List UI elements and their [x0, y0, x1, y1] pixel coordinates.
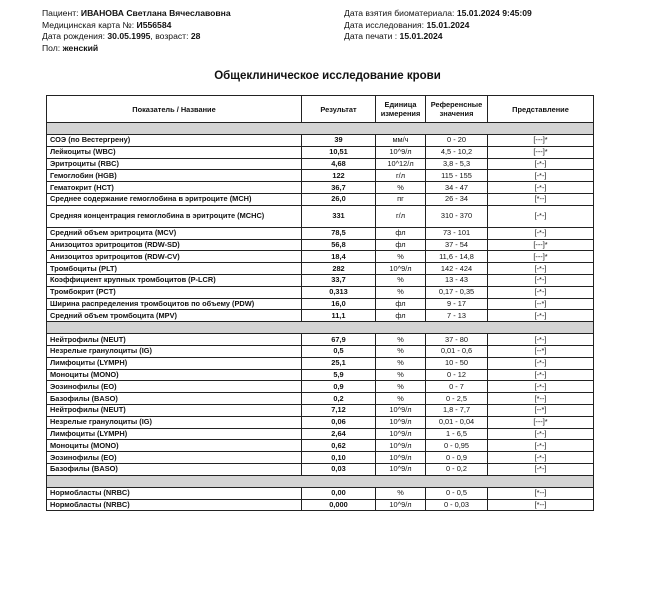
cell-flag: [-*-] [488, 463, 594, 475]
cell-name: Ширина распределения тромбоцитов по объему (PDW) [47, 298, 302, 310]
cell-ref: 7 - 13 [426, 310, 488, 322]
patient-sex: женский [62, 42, 99, 53]
cell-flag: [---]* [488, 239, 594, 251]
cell-unit: % [376, 369, 426, 381]
cell-name: Эозинофилы (EO) [47, 452, 302, 464]
cell-flag: [-*-] [488, 369, 594, 381]
cell-result: 4,68 [302, 158, 376, 170]
cell-result: 0,9 [302, 381, 376, 393]
cell-result: 331 [302, 205, 376, 227]
table-row [47, 440, 594, 452]
cell-name: Тромбоциты (PLT) [47, 263, 302, 275]
report-title: Общеклиническое исследование крови [214, 70, 441, 82]
cell-ref: 0,01 - 0,04 [426, 416, 488, 428]
cell-unit: 10^9/л [376, 416, 426, 428]
cell-name: Нейтрофилы (NEUT) [47, 334, 302, 346]
cell-ref: 0 - 0,2 [426, 463, 488, 475]
cell-result: 2,64 [302, 428, 376, 440]
cell-ref: 13 - 43 [426, 274, 488, 286]
cell-flag: [-*-] [488, 381, 594, 393]
col-result-header: Результат [302, 96, 376, 123]
cell-name: Гематокрит (HCT) [47, 182, 302, 194]
cell-ref: 73 - 101 [426, 227, 488, 239]
cell-result: 7,12 [302, 404, 376, 416]
cell-name: Базофилы (BASO) [47, 393, 302, 405]
cell-unit: % [376, 393, 426, 405]
cell-flag: [-*-] [488, 227, 594, 239]
cell-ref: 310 - 370 [426, 205, 488, 227]
cell-result: 0,2 [302, 393, 376, 405]
cell-name: Базофилы (BASO) [47, 463, 302, 475]
cell-name: Незрелые гранулоциты (IG) [47, 416, 302, 428]
cell-ref: 0 - 0,5 [426, 487, 488, 499]
cell-unit: % [376, 345, 426, 357]
cell-name: Средняя концентрация гемоглобина в эритроците (MCHC) [47, 205, 302, 227]
cell-name: Тромбокрит (PCT) [47, 286, 302, 298]
col-view-header: Представление [488, 96, 594, 123]
table-row [47, 193, 594, 205]
table-row [47, 369, 594, 381]
cell-unit: % [376, 381, 426, 393]
cell-ref: 0 - 0,9 [426, 452, 488, 464]
cell-flag: [-*-] [488, 452, 594, 464]
cell-flag: [--*] [488, 404, 594, 416]
cell-ref: 11,6 - 14,8 [426, 251, 488, 263]
cell-result: 78,5 [302, 227, 376, 239]
cell-ref: 4,5 - 10,2 [426, 146, 488, 158]
cell-name: Гемоглобин (HGB) [47, 170, 302, 182]
cell-flag: [-*-] [488, 158, 594, 170]
cell-unit: фл [376, 310, 426, 322]
cell-result: 36,7 [302, 182, 376, 194]
cell-name: Лейкоциты (WBC) [47, 146, 302, 158]
study-date-line: Дата исследования: 15.01.2024 [344, 19, 470, 30]
cell-ref: 0 - 0,95 [426, 440, 488, 452]
cell-unit: 10^12/л [376, 158, 426, 170]
section-separator [47, 475, 594, 487]
cell-flag: [-*-] [488, 182, 594, 194]
cell-unit: 10^9/л [376, 263, 426, 275]
patient-sex-line: Пол: женский [42, 42, 99, 53]
cell-name: Средний объем тромбоцита (MPV) [47, 310, 302, 322]
cell-ref: 1 - 6,5 [426, 428, 488, 440]
table-row [47, 499, 594, 511]
table-header-row [47, 96, 594, 123]
cell-unit: % [376, 357, 426, 369]
cell-flag: [*--] [488, 499, 594, 511]
table-row [47, 452, 594, 464]
cell-name: Эритроциты (RBC) [47, 158, 302, 170]
cell-unit: % [376, 487, 426, 499]
print-date: 15.01.2024 [399, 31, 443, 41]
cell-ref: 1,8 - 7,7 [426, 404, 488, 416]
table-row [47, 158, 594, 170]
results-body [47, 123, 594, 511]
cell-flag: [-*-] [488, 274, 594, 286]
cell-unit: % [376, 274, 426, 286]
table-row [47, 416, 594, 428]
table-row [47, 263, 594, 275]
cell-flag: [-*-] [488, 170, 594, 182]
cell-flag: [*--] [488, 393, 594, 405]
col-unit-header: Единица измерения [376, 96, 426, 123]
cell-flag: [-*-] [488, 310, 594, 322]
cell-unit: пг [376, 193, 426, 205]
cell-result: 56,8 [302, 239, 376, 251]
section-separator [47, 123, 594, 135]
cell-unit: фл [376, 227, 426, 239]
table-row [47, 170, 594, 182]
cell-unit: % [376, 182, 426, 194]
separator-cell [47, 322, 594, 334]
cell-ref: 0 - 0,03 [426, 499, 488, 511]
separator-cell [47, 123, 594, 135]
cell-result: 0,06 [302, 416, 376, 428]
cell-result: 0,5 [302, 345, 376, 357]
patient-age: 28 [190, 31, 201, 41]
cell-result: 18,4 [302, 251, 376, 263]
cell-flag: [-*-] [488, 357, 594, 369]
cell-result: 0,313 [302, 286, 376, 298]
cell-name: Среднее содержание гемоглобина в эритроците (MCH) [47, 193, 302, 205]
cell-result: 122 [302, 170, 376, 182]
cell-result: 26,0 [302, 193, 376, 205]
cell-ref: 0,17 - 0,35 [426, 286, 488, 298]
patient-name: ИВАНОВА Светлана Вячеславовна [80, 8, 231, 18]
cell-ref: 0 - 2,5 [426, 393, 488, 405]
cell-ref: 37 - 54 [426, 239, 488, 251]
cell-ref: 34 - 47 [426, 182, 488, 194]
cell-unit: фл [376, 298, 426, 310]
cell-flag: [-*-] [488, 205, 594, 227]
cell-name: Анизоцитоз эритроцитов (RDW-SD) [47, 239, 302, 251]
table-row [47, 298, 594, 310]
cell-name: Нормобласты (NRBC) [47, 487, 302, 499]
table-row [47, 135, 594, 147]
patient-card-line: Медицинская карта №: И556584 [42, 19, 172, 30]
section-separator [47, 322, 594, 334]
patient-name-line: Пациент: ИВАНОВА Светлана Вячеславовна [42, 8, 231, 18]
cell-name: Средний объем эритроцита (MCV) [47, 227, 302, 239]
cell-flag: [*--] [488, 487, 594, 499]
cell-result: 11,1 [302, 310, 376, 322]
table-row [47, 357, 594, 369]
cell-name: Эозинофилы (EO) [47, 381, 302, 393]
cell-name: Лимфоциты (LYMPH) [47, 428, 302, 440]
cell-unit: 10^9/л [376, 452, 426, 464]
table-row [47, 239, 594, 251]
results-table [46, 95, 594, 511]
cell-result: 5,9 [302, 369, 376, 381]
cell-flag: [--*] [488, 298, 594, 310]
cell-flag: [-*-] [488, 263, 594, 275]
cell-flag: [--*] [488, 345, 594, 357]
separator-cell [47, 475, 594, 487]
table-row [47, 334, 594, 346]
table-row [47, 227, 594, 239]
cell-name: СОЭ (по Вестергрену) [47, 135, 302, 147]
cell-flag: [*--] [488, 193, 594, 205]
cell-result: 0,62 [302, 440, 376, 452]
cell-unit: % [376, 334, 426, 346]
table-row [47, 463, 594, 475]
patient-dob: 30.05.1995 [107, 31, 151, 41]
cell-unit: 10^9/л [376, 463, 426, 475]
table-row [47, 404, 594, 416]
cell-flag: [-*-] [488, 440, 594, 452]
patient-info [42, 8, 231, 54]
cell-unit: фл [376, 239, 426, 251]
cell-flag: [---]* [488, 146, 594, 158]
patient-dob-line: Дата рождения: 30.05.1995, возраст: 28 [42, 31, 201, 41]
cell-flag: [---]* [488, 416, 594, 428]
table-row [47, 487, 594, 499]
sample-date: 15.01.2024 9:45:09 [456, 8, 532, 18]
cell-result: 0,000 [302, 499, 376, 511]
table-row [47, 310, 594, 322]
cell-ref: 10 - 50 [426, 357, 488, 369]
table-row [47, 393, 594, 405]
cell-unit: 10^9/л [376, 428, 426, 440]
cell-result: 0,00 [302, 487, 376, 499]
study-date: 15.01.2024 [426, 19, 470, 30]
cell-flag: [---]* [488, 135, 594, 147]
cell-flag: [---]* [488, 251, 594, 263]
cell-unit: % [376, 251, 426, 263]
cell-unit: г/л [376, 170, 426, 182]
cell-unit: 10^9/л [376, 440, 426, 452]
cell-name: Анизоцитоз эритроцитов (RDW-CV) [47, 251, 302, 263]
col-name-header: Показатель / Название [47, 96, 302, 123]
cell-result: 0,03 [302, 463, 376, 475]
cell-result: 33,7 [302, 274, 376, 286]
cell-ref: 37 - 80 [426, 334, 488, 346]
sample-date-line: Дата взятия биоматериала: 15.01.2024 9:45:09 [344, 8, 532, 18]
patient-card: И556584 [136, 19, 172, 30]
table-row [47, 345, 594, 357]
cell-ref: 0,01 - 0,6 [426, 345, 488, 357]
cell-unit: г/л [376, 205, 426, 227]
cell-result: 25,1 [302, 357, 376, 369]
table-row [47, 146, 594, 158]
cell-result: 0,10 [302, 452, 376, 464]
cell-name: Коэффициент крупных тромбоцитов (P-LCR) [47, 274, 302, 286]
table-row [47, 182, 594, 194]
cell-ref: 0 - 7 [426, 381, 488, 393]
table-row [47, 205, 594, 227]
cell-result: 282 [302, 263, 376, 275]
cell-ref: 115 - 155 [426, 170, 488, 182]
cell-name: Моноциты (MONO) [47, 440, 302, 452]
cell-ref: 0 - 12 [426, 369, 488, 381]
col-ref-header: Референсные значения [426, 96, 488, 123]
print-date-line: Дата печати : 15.01.2024 [344, 31, 443, 41]
dates-info [344, 8, 532, 43]
cell-name: Нейтрофилы (NEUT) [47, 404, 302, 416]
cell-result: 16,0 [302, 298, 376, 310]
cell-result: 67,9 [302, 334, 376, 346]
table-row [47, 274, 594, 286]
cell-ref: 0 - 20 [426, 135, 488, 147]
cell-name: Незрелые гранулоциты (IG) [47, 345, 302, 357]
cell-name: Лимфоциты (LYMPH) [47, 357, 302, 369]
cell-flag: [-*-] [488, 428, 594, 440]
cell-unit: мм/ч [376, 135, 426, 147]
cell-name: Нормобласты (NRBC) [47, 499, 302, 511]
table-row [47, 381, 594, 393]
table-row [47, 251, 594, 263]
cell-unit: 10^9/л [376, 146, 426, 158]
cell-result: 10,51 [302, 146, 376, 158]
cell-ref: 9 - 17 [426, 298, 488, 310]
cell-ref: 3,8 - 5,3 [426, 158, 488, 170]
cell-result: 39 [302, 135, 376, 147]
table-row [47, 428, 594, 440]
cell-flag: [-*-] [488, 286, 594, 298]
cell-flag: [-*-] [488, 334, 594, 346]
cell-unit: 10^9/л [376, 499, 426, 511]
cell-unit: 10^9/л [376, 404, 426, 416]
cell-ref: 142 - 424 [426, 263, 488, 275]
cell-ref: 26 - 34 [426, 193, 488, 205]
cell-name: Моноциты (MONO) [47, 369, 302, 381]
cell-unit: % [376, 286, 426, 298]
table-row [47, 286, 594, 298]
